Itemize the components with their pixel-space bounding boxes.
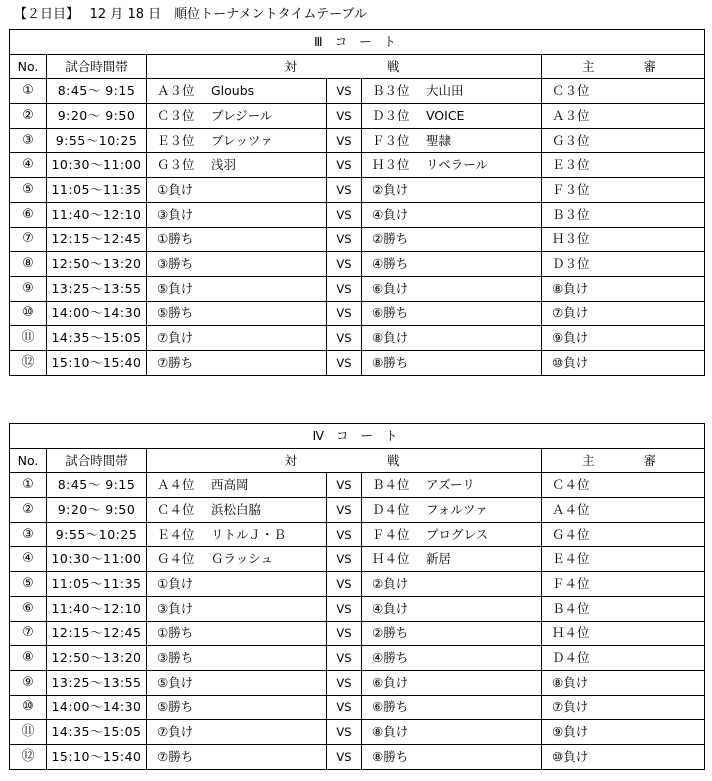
row-team-left: Ｇ４位 Ｇラッシュ (147, 547, 327, 572)
table-row (10, 276, 705, 301)
row-time: 13:25～13:55 (47, 670, 147, 695)
row-time: 14:00～14:30 (47, 301, 147, 326)
row-no: ⑩ (10, 301, 47, 326)
row-team-right: Ｄ３位 VOICE (362, 104, 542, 129)
row-no: ④ (10, 153, 47, 178)
row-referee: Ｃ３位 (542, 79, 705, 104)
row-team-left: Ａ４位 西高岡 (147, 473, 327, 498)
row-no: ⑨ (10, 670, 47, 695)
row-referee: Ｄ３位 (542, 252, 705, 277)
row-time: 12:15～12:45 (47, 621, 147, 646)
row-vs: VS (327, 744, 362, 769)
header-no: No. (10, 54, 47, 79)
row-team-left: Ｃ３位 ブレジール (147, 104, 327, 129)
court-title: Ⅲ コ ー ト (10, 30, 705, 55)
row-referee: Ｈ３位 (542, 227, 705, 252)
row-vs: VS (327, 252, 362, 277)
row-time: 12:15～12:45 (47, 227, 147, 252)
row-team-right: ②負け (362, 178, 542, 203)
row-vs: VS (327, 621, 362, 646)
table-row (10, 670, 705, 695)
row-vs: VS (327, 153, 362, 178)
row-no: ① (10, 473, 47, 498)
row-no: ⑧ (10, 252, 47, 277)
row-team-left: ⑦勝ち (147, 744, 327, 769)
row-team-left: Ｇ３位 浅羽 (147, 153, 327, 178)
table-row (10, 473, 705, 498)
row-team-right: ②勝ち (362, 621, 542, 646)
court-title-row (10, 30, 705, 55)
header-match (147, 54, 542, 79)
row-team-right: ⑧勝ち (362, 350, 542, 375)
row-time: 11:05～11:35 (47, 572, 147, 597)
header-match-left: 対 (284, 58, 301, 74)
row-team-right: ⑥勝ち (362, 301, 542, 326)
row-team-left: ⑤負け (147, 670, 327, 695)
row-referee: Ｄ４位 (542, 646, 705, 671)
row-no: ⑦ (10, 621, 47, 646)
header-row (10, 448, 705, 473)
row-team-right: Ｂ４位 アズーリ (362, 473, 542, 498)
row-team-right: Ｈ４位 新居 (362, 547, 542, 572)
row-team-right: Ｈ３位 リベラール (362, 153, 542, 178)
row-team-left: Ｅ４位 リトルＪ・Ｂ (147, 522, 327, 547)
row-no: ⑥ (10, 596, 47, 621)
row-time: 9:20～ 9:50 (47, 498, 147, 523)
row-team-right: Ｆ４位 プログレス (362, 522, 542, 547)
header-no: No. (10, 448, 47, 473)
row-no: ⑥ (10, 202, 47, 227)
row-team-left: Ｃ４位 浜松白脇 (147, 498, 327, 523)
row-no: ③ (10, 128, 47, 153)
row-referee: Ｇ３位 (542, 128, 705, 153)
row-team-right: ④負け (362, 202, 542, 227)
table-row (10, 202, 705, 227)
court-title: Ⅳ コ ー ト (10, 424, 705, 449)
row-no: ⑤ (10, 572, 47, 597)
row-referee: Ｈ４位 (542, 621, 705, 646)
row-team-left: ⑤勝ち (147, 301, 327, 326)
row-team-left: ⑦勝ち (147, 350, 327, 375)
row-vs: VS (327, 596, 362, 621)
row-time: 10:30～11:00 (47, 547, 147, 572)
table-row (10, 104, 705, 129)
row-time: 14:35～15:05 (47, 326, 147, 351)
court-table-4 (9, 423, 705, 770)
row-referee: Ｃ４位 (542, 473, 705, 498)
row-time: 8:45～ 9:15 (47, 79, 147, 104)
row-time: 8:45～ 9:15 (47, 473, 147, 498)
row-team-left: ①負け (147, 178, 327, 203)
row-vs: VS (327, 79, 362, 104)
table-row (10, 621, 705, 646)
row-referee: Ｆ３位 (542, 178, 705, 203)
row-no: ⑪ (10, 326, 47, 351)
row-team-left: ③負け (147, 596, 327, 621)
row-team-right: Ｂ３位 大山田 (362, 79, 542, 104)
header-referee: 主 審 (542, 54, 705, 79)
row-referee: ⑨負け (542, 326, 705, 351)
row-vs: VS (327, 572, 362, 597)
row-team-right: ⑧負け (362, 720, 542, 745)
row-time: 14:00～14:30 (47, 695, 147, 720)
row-time: 10:30～11:00 (47, 153, 147, 178)
row-vs: VS (327, 104, 362, 129)
row-time: 15:10～15:40 (47, 350, 147, 375)
row-time: 9:55～10:25 (47, 128, 147, 153)
row-team-right: ④勝ち (362, 252, 542, 277)
row-team-left: Ｅ３位 ブレッツァ (147, 128, 327, 153)
row-vs: VS (327, 670, 362, 695)
row-vs: VS (327, 276, 362, 301)
row-team-right: ⑥負け (362, 276, 542, 301)
row-team-left: ③負け (147, 202, 327, 227)
header-time: 試合時間帯 (47, 448, 147, 473)
row-time: 13:25～13:55 (47, 276, 147, 301)
row-no: ⑦ (10, 227, 47, 252)
row-team-right: ⑥勝ち (362, 695, 542, 720)
row-time: 11:05～11:35 (47, 178, 147, 203)
row-no: ⑤ (10, 178, 47, 203)
table-row (10, 227, 705, 252)
header-match-right: 戦 (387, 58, 404, 74)
table-row (10, 572, 705, 597)
table-row (10, 252, 705, 277)
row-referee: ⑧負け (542, 670, 705, 695)
table-row (10, 547, 705, 572)
header-match-left: 対 (284, 452, 301, 468)
table-row (10, 128, 705, 153)
row-team-left: ⑤負け (147, 276, 327, 301)
court-title-row (10, 424, 705, 449)
row-vs: VS (327, 202, 362, 227)
row-no: ⑩ (10, 695, 47, 720)
header-referee: 主 審 (542, 448, 705, 473)
row-team-left: Ａ３位 Gloubs (147, 79, 327, 104)
row-team-left: ⑦負け (147, 326, 327, 351)
row-referee: Ｅ４位 (542, 547, 705, 572)
row-vs: VS (327, 350, 362, 375)
row-time: 14:35～15:05 (47, 720, 147, 745)
header-row (10, 54, 705, 79)
table-row (10, 79, 705, 104)
row-referee: ⑧負け (542, 276, 705, 301)
row-vs: VS (327, 522, 362, 547)
table-row (10, 522, 705, 547)
row-no: ② (10, 498, 47, 523)
table-row (10, 178, 705, 203)
row-no: ⑨ (10, 276, 47, 301)
row-team-right: ④負け (362, 596, 542, 621)
table-row (10, 646, 705, 671)
row-vs: VS (327, 473, 362, 498)
row-time: 11:40～12:10 (47, 596, 147, 621)
row-vs: VS (327, 178, 362, 203)
row-time: 9:55～10:25 (47, 522, 147, 547)
row-no: ④ (10, 547, 47, 572)
row-vs: VS (327, 301, 362, 326)
row-referee: ⑩負け (542, 350, 705, 375)
row-referee: Ａ３位 (542, 104, 705, 129)
row-team-left: ⑤勝ち (147, 695, 327, 720)
table-row (10, 498, 705, 523)
row-referee: Ｂ４位 (542, 596, 705, 621)
row-team-right: ②勝ち (362, 227, 542, 252)
row-vs: VS (327, 326, 362, 351)
row-team-right: ⑧負け (362, 326, 542, 351)
row-no: ⑧ (10, 646, 47, 671)
table-row (10, 301, 705, 326)
row-time: 11:40～12:10 (47, 202, 147, 227)
row-vs: VS (327, 498, 362, 523)
row-team-right: ②負け (362, 572, 542, 597)
row-team-right: ⑥負け (362, 670, 542, 695)
row-team-right: ⑧勝ち (362, 744, 542, 769)
row-time: 12:50～13:20 (47, 252, 147, 277)
row-team-left: ③勝ち (147, 646, 327, 671)
row-team-left: ③勝ち (147, 252, 327, 277)
row-time: 9:20～ 9:50 (47, 104, 147, 129)
row-team-left: ⑦負け (147, 720, 327, 745)
row-referee: ⑨負け (542, 720, 705, 745)
row-team-right: Ｆ３位 聖隷 (362, 128, 542, 153)
row-referee: ⑦負け (542, 695, 705, 720)
row-referee: Ｆ４位 (542, 572, 705, 597)
row-team-right: Ｄ４位 フォルツァ (362, 498, 542, 523)
row-no: ① (10, 79, 47, 104)
table-row (10, 596, 705, 621)
row-no: ⑪ (10, 720, 47, 745)
row-no: ⑫ (10, 350, 47, 375)
row-referee: Ｅ３位 (542, 153, 705, 178)
row-team-left: ①勝ち (147, 621, 327, 646)
row-no: ③ (10, 522, 47, 547)
row-vs: VS (327, 128, 362, 153)
row-vs: VS (327, 646, 362, 671)
table-row (10, 695, 705, 720)
row-vs: VS (327, 547, 362, 572)
row-no: ⑫ (10, 744, 47, 769)
page-heading: 【２日目】 12 月 18 日 順位トーナメントタイムテーブル (14, 7, 367, 22)
row-time: 15:10～15:40 (47, 744, 147, 769)
header-time: 試合時間帯 (47, 54, 147, 79)
row-referee: Ｇ４位 (542, 522, 705, 547)
row-vs: VS (327, 227, 362, 252)
court-table-3 (9, 29, 705, 376)
row-vs: VS (327, 695, 362, 720)
table-row (10, 326, 705, 351)
row-team-right: ④勝ち (362, 646, 542, 671)
row-referee: ⑦負け (542, 301, 705, 326)
row-team-left: ①勝ち (147, 227, 327, 252)
table-row (10, 350, 705, 375)
row-referee: ⑩負け (542, 744, 705, 769)
row-referee: Ｂ３位 (542, 202, 705, 227)
table-row (10, 720, 705, 745)
row-time: 12:50～13:20 (47, 646, 147, 671)
header-match-right: 戦 (387, 452, 404, 468)
row-vs: VS (327, 720, 362, 745)
row-no: ② (10, 104, 47, 129)
table-row (10, 744, 705, 769)
row-team-left: ①負け (147, 572, 327, 597)
row-referee: Ａ４位 (542, 498, 705, 523)
table-row (10, 153, 705, 178)
header-match (147, 448, 542, 473)
